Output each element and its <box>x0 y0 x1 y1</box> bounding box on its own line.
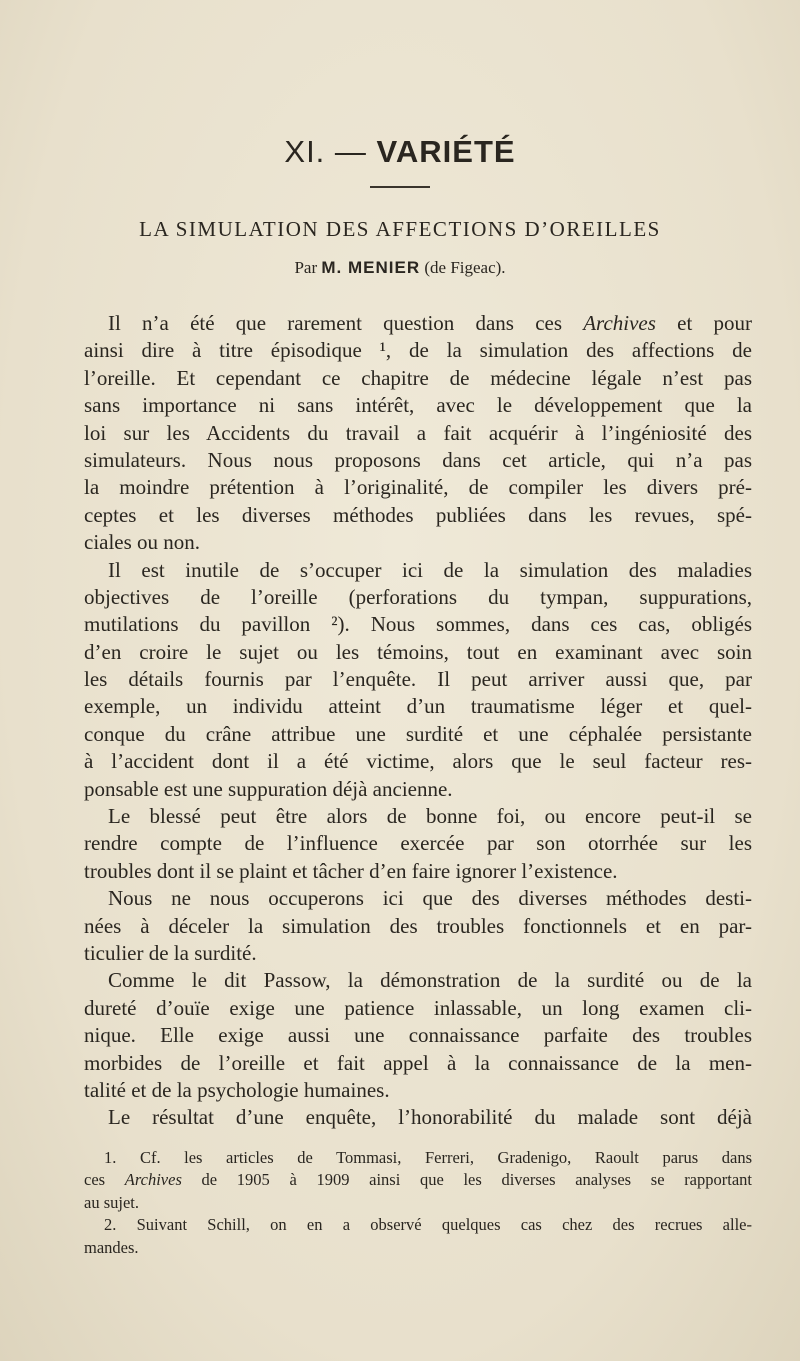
footnote-line: au sujet. <box>84 1192 139 1212</box>
body-line: Le résultat d’une enquête, l’honorabilité du malade sont déjà <box>108 1105 752 1130</box>
footnote-line: 2. Suivant Schill, on en a observé quelques cas chez des recrues alle- <box>104 1215 752 1235</box>
body-line: ciales ou non. <box>84 530 201 555</box>
body-line: la moindre prétention à l’originalité, de compiler les divers pré- <box>84 475 752 500</box>
body-line: rendre compte de l’influence exercée par son otorrhée sur les <box>84 831 752 856</box>
body-line: objectives de l’oreille (perforations du tympan, suppurations, <box>84 584 752 609</box>
body-line: Il n’a été que rarement question dans ces Archives et pour <box>108 311 752 335</box>
body-line: ainsi dire à titre épisodique ¹, de la simulation des affections de <box>84 338 752 363</box>
heading-divider <box>370 186 430 188</box>
byline-prefix: Par <box>294 258 318 277</box>
body-line: talité et de la psychologie humaines. <box>84 1077 390 1102</box>
chapter-title: VARIÉTÉ <box>376 134 516 169</box>
body-line: troubles dont il se plaint et tâcher d’en faire ignorer l’existence. <box>84 858 618 883</box>
body-line: mutilations du pavillon ²). Nous sommes, dans ces cas, obligés <box>84 612 752 637</box>
footnotes <box>84 1147 752 1259</box>
chapter-number: XI. — <box>284 134 367 169</box>
article-body <box>84 310 752 1132</box>
body-line: dureté d’ouïe exige une patience inlassable, un long examen cli- <box>84 995 752 1020</box>
body-line: l’oreille. Et cependant ce chapitre de médecine légale n’est pas <box>84 365 752 390</box>
footnote-line: mandes. <box>84 1237 139 1257</box>
body-line: nées à déceler la simulation des troubles fonctionnels et en par- <box>84 913 752 938</box>
body-line: nique. Elle exige aussi une connaissance parfaite des troubles <box>84 1023 752 1048</box>
article-title: LA SIMULATION DES AFFECTIONS D’OREILLES <box>139 217 661 241</box>
body-line: simulateurs. Nous nous proposons dans cet article, qui n’a pas <box>84 447 752 472</box>
body-line: Comme le dit Passow, la démonstration de la surdité ou de la <box>108 968 752 993</box>
body-line: conque du crâne attribue une surdité et une céphalée persistante <box>84 721 752 746</box>
author-place: (de Figeac). <box>424 258 506 277</box>
footnote-line: 1. Cf. les articles de Tommasi, Ferreri, Gradenigo, Raoult parus dans <box>104 1148 752 1167</box>
author-name: M. MENIER <box>321 258 421 277</box>
body-line: exemple, un individu atteint d’un traumatisme léger et quel- <box>84 694 752 719</box>
body-line: sans importance ni sans intérêt, avec le développement que la <box>84 393 752 418</box>
body-line: d’en croire le sujet ou les témoins, tout en examinant avec soin <box>84 639 752 664</box>
body-line: les détails fournis par l’enquête. Il peut arriver aussi que, par <box>84 667 752 692</box>
body-line: ceptes et les diverses méthodes publiées dans les revues, spé- <box>84 502 752 527</box>
body-line: Le blessé peut être alors de bonne foi, ou encore peut-il se <box>108 804 752 829</box>
body-line: ponsable est une suppuration déjà ancienne. <box>84 776 453 801</box>
body-line: Nous ne nous occuperons ici que des diverses méthodes desti- <box>108 886 752 911</box>
footnote-line: ces Archives de 1905 à 1909 ainsi que les diverses analyses se rapportant <box>84 1170 752 1190</box>
body-line: Il est inutile de s’occuper ici de la simulation des maladies <box>108 557 752 582</box>
body-line: ticulier de la surdité. <box>84 940 257 965</box>
chapter-heading <box>0 134 800 170</box>
body-line: loi sur les Accidents du travail a fait acquérir à l’ingéniosité des <box>84 420 752 445</box>
byline <box>0 258 800 278</box>
body-line: morbides de l’oreille et fait appel à la connaissance de la men- <box>84 1050 752 1075</box>
body-line: à l’accident dont il a été victime, alors que le seul facteur res- <box>84 749 752 774</box>
